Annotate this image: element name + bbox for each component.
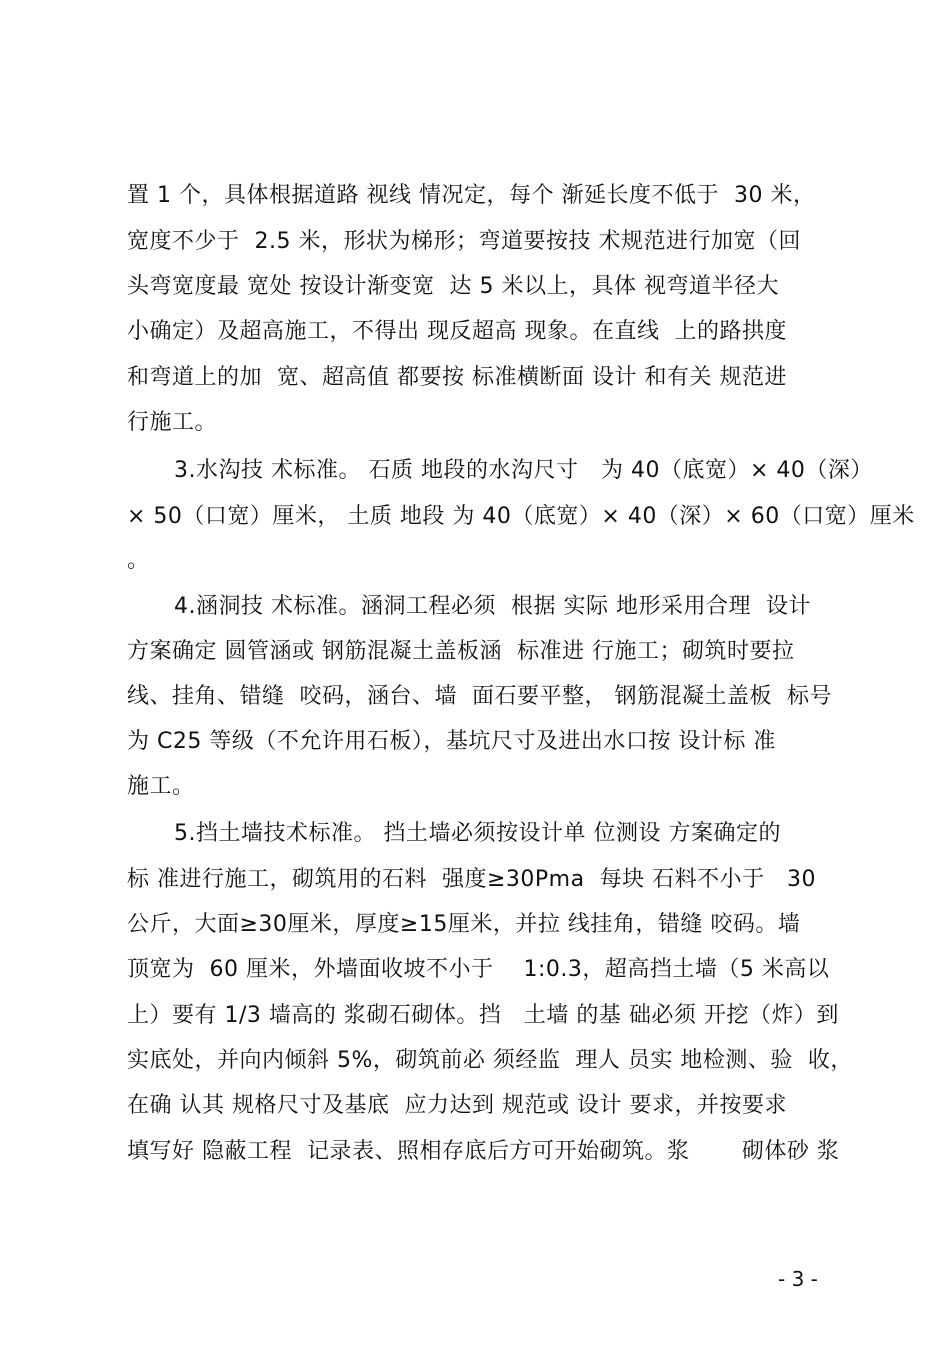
- section-heading-retaining-wall: 5.挡土墙技术标准。 挡土墙必须按设计单 位测设 方案确定的: [174, 821, 781, 846]
- text-line: 方案确定 圆管涵或 钢筋混凝土盖板涵 标准进 行施工；砌筑时要拉: [127, 639, 795, 664]
- text-line: 在确 认其 规格尺寸及基底 应力达到 规范或 设计 要求，并按要求: [127, 1093, 787, 1118]
- text-line: 标 准进行施工，砌筑用的石料 强度≥30Pma 每块 石料不小于 30: [127, 867, 817, 892]
- text-line: 线、挂角、错缝 咬码，涵台、墙 面石要平整， 钢筋混凝土盖板 标号: [127, 684, 832, 709]
- text-line: 置 1 个，具体根据道路 视线 情况定，每个 渐延长度不低于 30 米，: [127, 183, 816, 208]
- text-line: 头弯宽度最 宽处 按设计渐变宽 达 5 米以上，具体 视弯道半径大: [127, 274, 779, 299]
- section-heading-culvert: 4.涵洞技 术标准。涵洞工程必须 根据 实际 地形采用合理 设计: [174, 594, 811, 619]
- text-line: 顶宽为 60 厘米，外墙面收坡不小于 1:0.3，超高挡土墙（5 米高以: [127, 957, 830, 982]
- text-line: 上）要有 1/3 墙高的 浆砌石砌体。挡 土墙 的基 础必须 开挖（炸）到: [127, 1003, 839, 1028]
- page-number: - 3 -: [778, 1267, 818, 1291]
- text-line: 施工。: [127, 774, 195, 799]
- text-line: 行施工。: [127, 410, 218, 435]
- text-line: 公斤，大面≥30厘米，厚度≥15厘米，并拉 线挂角，错缝 咬码。墙: [127, 912, 801, 937]
- text-line: 实底处，并向内倾斜 5%，砌筑前必 须经监 理人 员实 地检测、验 收，: [127, 1048, 853, 1073]
- text-line: 小确定）及超高施工，不得出 现反超高 现象。在直线 上的路拱度: [127, 319, 787, 344]
- text-line: 为 C25 等级（不允许用石板），基坑尺寸及进出水口按 设计标 准: [127, 729, 776, 754]
- section-heading-drain: 3.水沟技 术标准。 石质 地段的水沟尺寸 为 40（底宽）× 40（深）: [174, 458, 873, 483]
- text-line: 填写好 隐蔽工程 记录表、照相存底后方可开始砌筑。浆 砌体砂 浆: [127, 1139, 840, 1164]
- text-line: 和弯道上的加 宽、超高值 都要按 标准横断面 设计 和有关 规范进: [127, 365, 787, 390]
- text-line: 。: [127, 548, 150, 573]
- text-line: × 50（口宽）厘米， 土质 地段 为 40（底宽）× 40（深）× 60（口宽）厘米: [127, 504, 915, 529]
- text-line: 宽度不少于 2.5 米，形状为梯形；弯道要按技 术规范进行加宽（回: [127, 229, 801, 254]
